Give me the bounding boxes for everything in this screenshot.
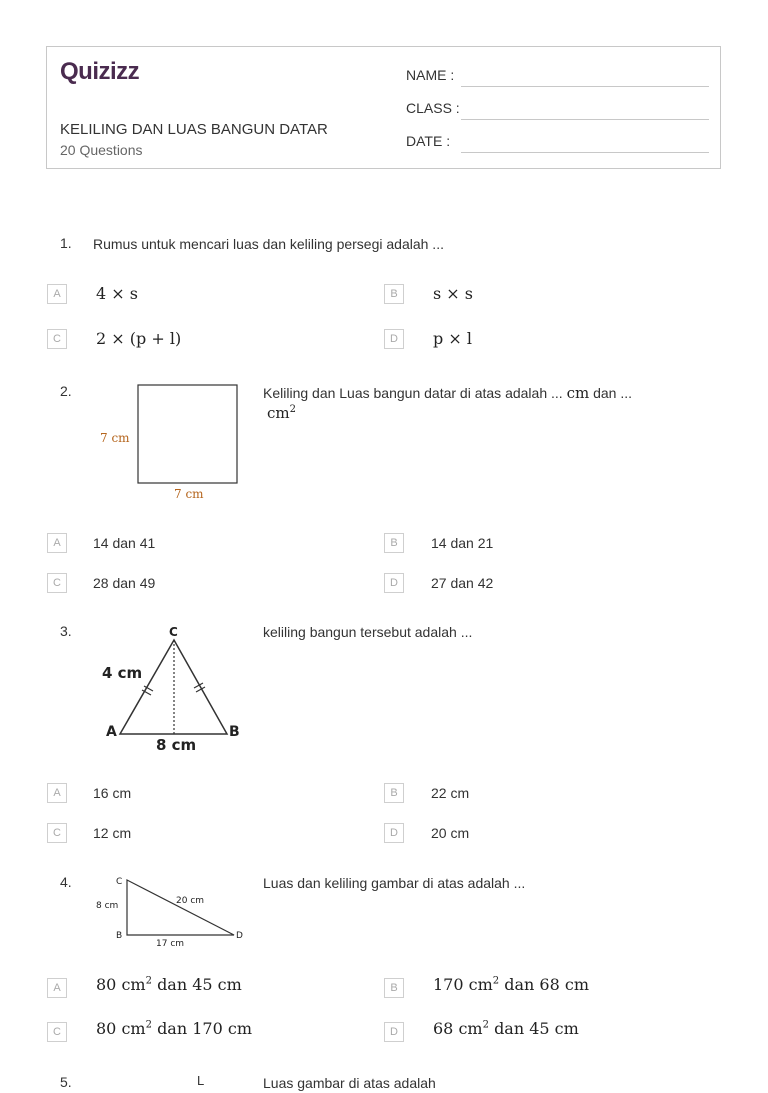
q2-option-b-box[interactable]: B <box>384 533 404 553</box>
question-2-text <box>263 383 703 424</box>
class-label: CLASS : <box>406 100 460 116</box>
triangle-side-label: 4 cm <box>102 664 143 682</box>
q4-option-c-text: 80 $cm^2$ dan 170 cm <box>96 1019 252 1038</box>
q1-option-a-text: 4 × s <box>96 284 138 303</box>
triangle-base-label: 8 cm <box>156 736 197 754</box>
q2-unit-cm2: $cm^2$ <box>267 404 296 423</box>
q2-option-c-text: 28 dan 49 <box>93 575 156 591</box>
right-triangle-figure <box>94 872 254 952</box>
triangle-vertex-c: C <box>169 625 178 639</box>
q1-option-b-box[interactable]: B <box>384 284 404 304</box>
q3-option-c-box[interactable]: C <box>47 823 67 843</box>
q4-option-b-text: 170 $cm^2$ dan 68 cm <box>433 975 589 994</box>
q2-option-a-text: 14 dan 41 <box>93 535 156 551</box>
q2-option-d-box[interactable]: D <box>384 573 404 593</box>
q3-option-b-text: 22 cm <box>431 785 470 801</box>
quizizz-logo: Quizizz <box>60 58 140 85</box>
right-triangle-base-label: 17 cm <box>156 939 185 949</box>
q3-option-a-text: 16 cm <box>93 785 132 801</box>
worksheet-title: KELILING DAN LUAS BANGUN DATAR <box>60 121 328 138</box>
question-2-number: 2. <box>60 383 72 399</box>
q3-option-d-box[interactable]: D <box>384 823 404 843</box>
isosceles-triangle-figure <box>96 622 246 757</box>
triangle-vertex-b: B <box>229 724 240 740</box>
right-triangle-vertex-b: B <box>116 931 123 941</box>
triangle-vertex-a: A <box>106 724 117 740</box>
q3-option-c-text: 12 cm <box>93 825 132 841</box>
right-triangle-vertex-c: C <box>116 877 123 887</box>
q1-option-d-text: p × l <box>433 329 472 348</box>
q4-option-c-box[interactable]: C <box>47 1022 67 1042</box>
q1-option-a-box[interactable]: A <box>47 284 67 304</box>
q3-option-d-text: 20 cm <box>431 825 470 841</box>
q1-option-c-box[interactable]: C <box>47 329 67 349</box>
question-3-text: keliling bangun tersebut adalah ... <box>263 624 473 640</box>
question-3-number: 3. <box>60 623 72 639</box>
right-triangle-vertical-label: 8 cm <box>96 901 119 911</box>
q5-figure-label: L <box>197 1073 205 1088</box>
q2-unit-cm: cm <box>566 384 590 402</box>
q4-option-d-text: 68 $cm^2$ dan 45 cm <box>433 1019 579 1038</box>
square-figure <box>96 380 246 505</box>
question-4-text: Luas dan keliling gambar di atas adalah ... <box>263 875 526 891</box>
q4-option-d-box[interactable]: D <box>384 1022 404 1042</box>
q4-option-a-box[interactable]: A <box>47 978 67 998</box>
q2-option-c-box[interactable]: C <box>47 573 67 593</box>
square-side-label: 7 cm <box>100 431 130 445</box>
q2-text-before: Keliling dan Luas bangun datar di atas adalah ... <box>263 385 563 401</box>
q2-option-a-box[interactable]: A <box>47 533 67 553</box>
q3-option-b-box[interactable]: B <box>384 783 404 803</box>
question-1-text: Rumus untuk mencari luas dan keliling persegi adalah ... <box>93 236 444 252</box>
right-triangle-hyp-label: 20 cm <box>176 896 205 906</box>
name-field[interactable] <box>461 86 709 87</box>
date-label: DATE : <box>406 133 451 149</box>
question-5-number: 5. <box>60 1074 72 1090</box>
q1-option-c-text: 2 × (p + l) <box>96 329 182 348</box>
date-field[interactable] <box>461 152 709 153</box>
question-5-text: Luas gambar di atas adalah <box>263 1075 436 1091</box>
question-count: 20 Questions <box>60 142 143 158</box>
q4-option-a-text: 80 $cm^2$ dan 45 cm <box>96 975 242 994</box>
right-triangle-vertex-d: D <box>236 931 243 941</box>
worksheet-header <box>46 46 721 169</box>
q4-option-b-box[interactable]: B <box>384 978 404 998</box>
q1-option-b-text: s × s <box>433 284 473 303</box>
q2-option-d-text: 27 dan 42 <box>431 575 494 591</box>
question-1-number: 1. <box>60 235 72 251</box>
q1-option-d-box[interactable]: D <box>384 329 404 349</box>
q2-text-mid: dan ... <box>593 385 632 401</box>
question-4-number: 4. <box>60 874 72 890</box>
q3-option-a-box[interactable]: A <box>47 783 67 803</box>
square-bottom-label: 7 cm <box>174 487 204 501</box>
name-label: NAME : <box>406 67 455 83</box>
q2-option-b-text: 14 dan 21 <box>431 535 494 551</box>
class-field[interactable] <box>461 119 709 120</box>
